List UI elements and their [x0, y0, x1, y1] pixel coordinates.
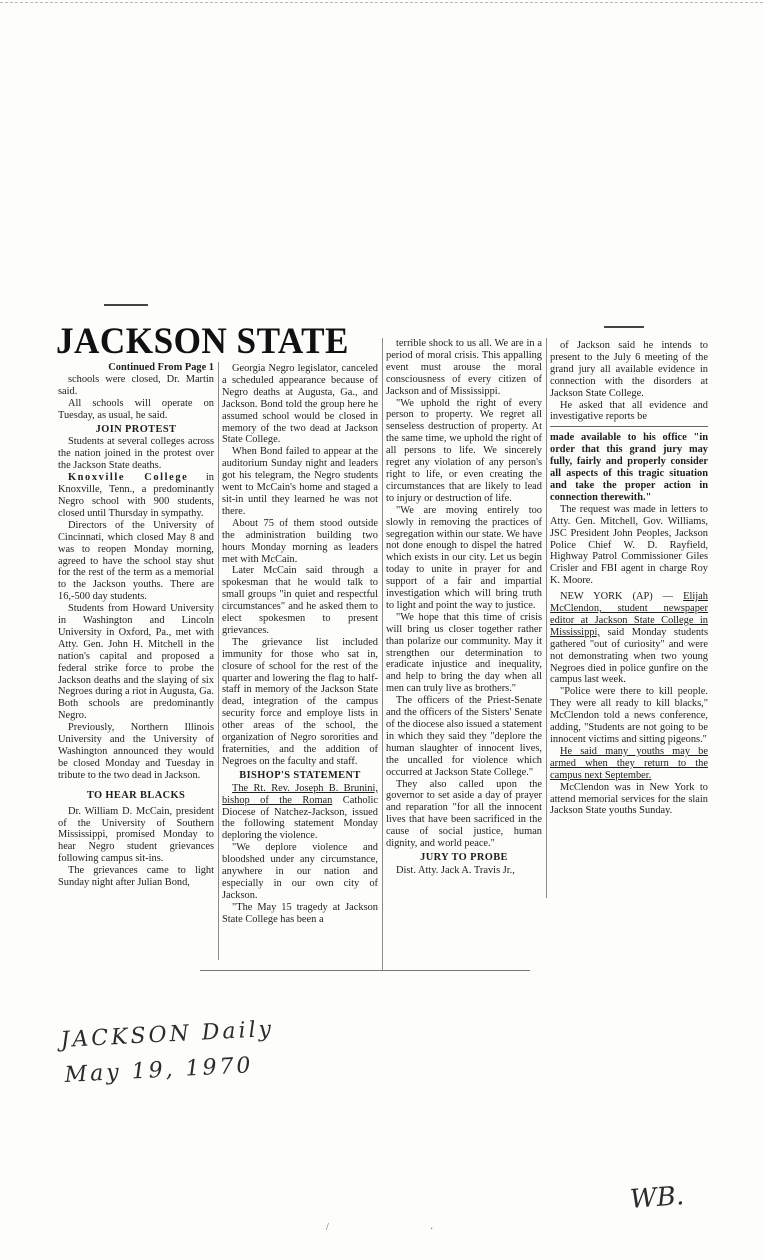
- headline: JACKSON STATE: [56, 321, 349, 362]
- paragraph: Directors of the University of Cincinnati, which closed May 8 and was to reopen Monday morning, agreed to have the school stay shut for the rest of the term as a memorial to the Jackson youths. There are 16,-500 day students.: [58, 519, 214, 603]
- paragraph: [550, 591, 708, 686]
- paragraph: The request was made in letters to Atty. Gen. Mitchell, Gov. Williams, JSC President John Peoples, Jackson Police Chief W. D. Rayfield, Highway Patrol Commissioner Giles Crisler and FBI agent in charge Roy K. Moore.: [550, 503, 708, 587]
- clipping-mark-left: [104, 304, 148, 306]
- paragraph: Dist. Atty. Jack A. Travis Jr.,: [396, 864, 515, 876]
- paragraph-text: said Monday students gathered "out of curiosity" and were not demonstrating when two young Negroes died in police gunfire on the campus last week.: [550, 626, 708, 686]
- paragraph: They also called upon the governor to set aside a day of prayer and reparation "for all the innocent lives that have been sacrificed in the cause of social justice, human dignity, and world peace.": [386, 778, 542, 850]
- paragraph: He said many youths may be armed when they return to the campus next September.: [550, 745, 708, 781]
- article-column-2: [222, 363, 378, 926]
- paragraph: About 75 of them stood outside the administration building two hours Monday morning as leaders met with McCain.: [222, 517, 378, 565]
- paragraph: Later McCain said through a spokesman that he would talk to small groups "in quiet and respectful circumstances" and he asked them to elect spokesmen to present grievances.: [222, 565, 378, 636]
- column-rule: [546, 338, 547, 898]
- paragraph: All schools will operate on Tuesday, as usual, he said.: [58, 397, 214, 421]
- column-rule: [218, 362, 219, 960]
- subheading-to-hear-blacks: TO HEAR BLACKS: [86, 789, 186, 801]
- article-column-3: [386, 338, 542, 877]
- dateline: NEW YORK (AP) —: [560, 591, 684, 603]
- knoxville-lead: Knoxville College: [68, 472, 189, 484]
- clipping-mark-right: [604, 326, 644, 328]
- handwritten-source: JACKSON Daily: [60, 1016, 275, 1053]
- paragraph: When Bond failed to appear at the auditorium Sunday night and leaders got his telegram, the Negro students went to McCain's home and staged a sit-in until they learned he was not there.: [222, 446, 378, 517]
- continued-line: Continued From Page 1: [108, 362, 214, 373]
- paragraph: The grievance list included immunity for those who sat in, closure of school for the rest of the quarter and lowering the flag to half-staff in memory of the Jackson State dead, integration of the campus security force and employe lists in other areas of the school, the organization of Negro sororities and fraternities, and the addition of Negroes on the faculty and staff.: [222, 636, 378, 767]
- article-column-1: [58, 362, 214, 889]
- paragraph: "We are moving entirely too slowly in removing the practices of segregation within our state. We have not done enough to dispel the hatred which exists in our city. Let us begin today to unite in prayer for and support of a fair and impartial investigation which will bring truth to light and point the way to justice.: [386, 504, 542, 611]
- paragraph: The officers of the Priest-Senate and the officers of the Sisters' Senate of the diocese also issued a statement in which they said they "deplore the human slaughter of innocent lives, the uncalled for violence which occurred at Jackson State College.": [386, 695, 542, 778]
- handwritten-initials: WB.: [629, 1181, 686, 1215]
- paragraph-text: in Knoxville, Tenn., a predominantly Negro school with 900 students, closed until Thursday in sympathy.: [58, 472, 214, 519]
- paragraph: Georgia Negro legislator, canceled a scheduled appearance because of Negro deaths at Augusta, Ga., and Jackson. Bond told the group here he assumed school would be closed in memory of the two dead at Jackson State College.: [222, 363, 378, 446]
- mcclendon-underlined: Elijah McClendon, student newspaper editor at Jackson State College in Mississippi,: [550, 591, 708, 638]
- column-rule: [382, 338, 383, 970]
- paragraph: Previously, Northern Illinois University and the University of Washington announced they would be closed Monday and Tuesday in tribute to the two dead in Jackson.: [58, 722, 214, 781]
- bishop-name: The Rt. Rev. Joseph B. Brunini, bishop of the Roman: [222, 782, 378, 806]
- paragraph: "The May 15 tragedy at Jackson State College has been a: [222, 901, 378, 925]
- paragraph: Students from Howard University in Washington and Lincoln University in Oxford, Pa., met with Atty. Gen. John H. Mitchell in the nation's capital and proposed a federal strike force to probe the Jackson deaths and the slaying of six Negroes during a riot in Augusta, Ga. Both schools are predominantly Negro.: [58, 603, 214, 722]
- paragraph: McClendon was in New York to attend memorial services for the slain Jackson State youths Sunday.: [550, 781, 708, 817]
- column-divider: [550, 426, 708, 427]
- subheading-jury-to-probe: JURY TO PROBE: [420, 851, 508, 863]
- paragraph: schools were closed, Dr. Martin said.: [58, 373, 214, 397]
- paragraph: terrible shock to us all. We are in a period of moral crisis. This appalling event must arouse the moral consciousness of every citizen of Jackson and of Mississippi.: [386, 338, 542, 397]
- paragraph: Students at several colleges across the nation joined in the protest over the Jackson State deaths.: [58, 436, 214, 472]
- paragraph-text: Catholic Diocese of Natchez-Jackson, issued the following statement Monday deploring the violence.: [222, 794, 378, 842]
- handwritten-date: May 19, 1970: [64, 1053, 255, 1088]
- paragraph: "Police were there to kill people. They were all ready to kill blacks," McClendon told a news conference, adding, "Students are not going to be innocent victims and sitting pigeons.": [550, 686, 708, 745]
- paragraph: Dr. William D. McCain, president of the University of Southern Mississippi, promised Monday to hear Negro student grievances following campus sit-ins.: [58, 805, 214, 865]
- paragraph: made available to his office "in order that this grand jury may fully, fairly and properly consider all aspects of this tragic situation and take the proper action in connection therewith.": [550, 432, 708, 503]
- scan-speck: ·: [430, 1224, 434, 1235]
- paragraph: "We hope that this time of crisis will bring us closer together rather than polarize our community. May it strengthen our determination to eradicate injustice and inequality, and help to bring the day when all men can truly live as brothers.": [386, 611, 542, 695]
- article-column-4: [550, 340, 708, 817]
- paragraph: [222, 783, 378, 843]
- clipping-bottom-rule: [200, 970, 530, 971]
- paragraph: of Jackson said he intends to present to the July 6 meeting of the grand jury all available evidence in connection with the disorders at Jackson State College.: [550, 340, 708, 399]
- scan-edge-line: [0, 2, 763, 5]
- paragraph: The grievances came to light Sunday night after Julian Bond,: [58, 865, 214, 889]
- paragraph: "We uphold the right of every person to property. We regret all senseless destruction of property. At the same time, we uphold the right of all persons to life. We sincerely regret any violation of any person's right to life, or even creating the circumstances that are likely to lead to injury or destruction of life.: [386, 397, 542, 504]
- scan-speck: /: [326, 1222, 329, 1233]
- subheading-bishops-statement: BISHOP'S STATEMENT: [239, 769, 361, 781]
- subheading-join-protest: JOIN PROTEST: [95, 423, 177, 435]
- paragraph: "We deplore violence and bloodshed under any circumstance, anywhere in our nation and especially in our own city of Jackson.: [222, 842, 378, 901]
- paragraph: [58, 472, 214, 520]
- paragraph: He asked that all evidence and investigative reports be: [550, 399, 708, 423]
